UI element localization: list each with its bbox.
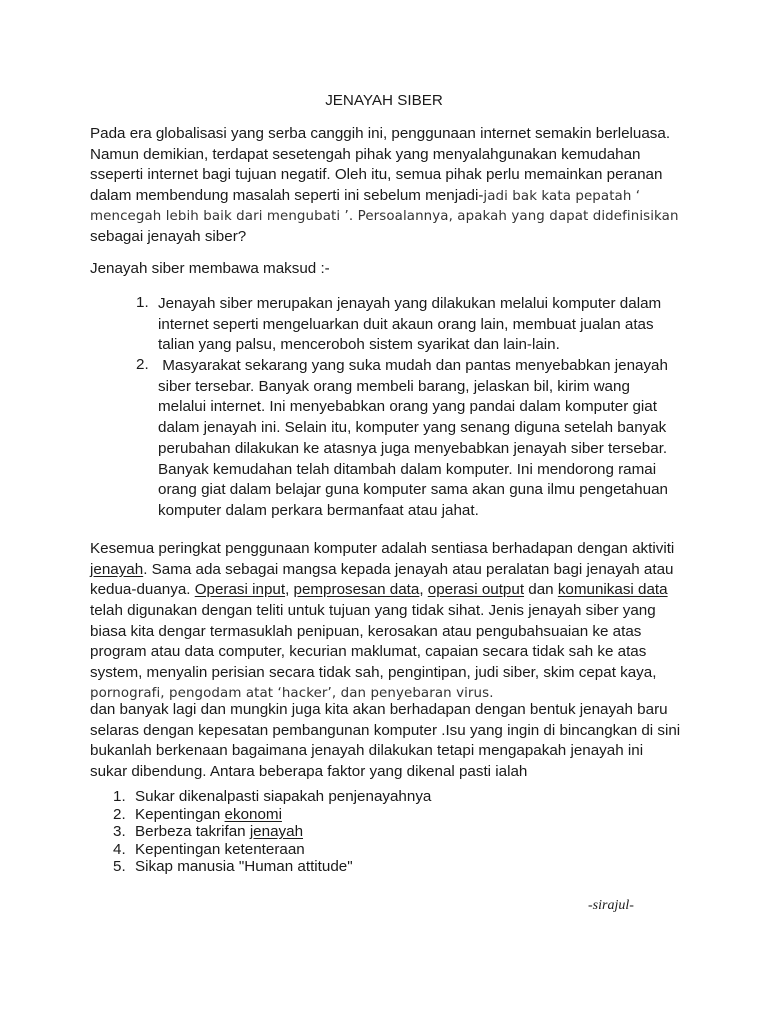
text-line: sebagai jenayah siber?	[90, 228, 247, 246]
intro-paragraph	[90, 124, 690, 248]
text-segment: . Sama ada sebagai mangsa kepada jenayah atau peralatan bagi jenayah atau	[143, 560, 674, 578]
text-line: program atau data computer, kecurian maklumat, capaian secara tidak sah ke atas	[90, 643, 647, 661]
text-line	[135, 823, 535, 841]
text-line: Kesemua peringkat penggunaan komputer adalah sentiasa berhadapan dengan aktiviti	[90, 540, 675, 557]
list-item	[113, 788, 535, 806]
factors-list	[113, 788, 535, 876]
definition-heading	[90, 259, 690, 280]
text-segment: kedua-duanya.	[90, 581, 195, 599]
text-line	[90, 560, 690, 581]
text-line: orang giat dalam belajar guna komputer sama akan guna ilmu pengetahuan	[158, 481, 668, 499]
text-line: telah digunakan dengan teliti untuk tujuan yang tidak sihat. Jenis jenayah siber yang	[90, 602, 656, 620]
underlined-term-link[interactable]: jenayah	[90, 560, 144, 578]
underlined-term-link[interactable]: pemprosesan data	[293, 581, 420, 599]
list-item	[136, 356, 678, 522]
text-line: biasa kita dengar termasuklah penipuan, kerosakan atau pengubahsuaian ke atas	[90, 622, 642, 640]
text-line-alt-font: pornografi, pengodam atat ‘hacker’, dan penyebaran virus.	[90, 685, 494, 701]
text-line: sseperti internet bagi tujuan negatif. Oleh itu, semua pihak perlu memainkan peranan	[90, 166, 663, 184]
text-line	[90, 580, 690, 601]
text-line: Jenayah siber merupakan jenayah yang dilakukan melalui komputer dalam	[158, 295, 662, 312]
text-segment: Kepentingan ketenteraan	[135, 840, 305, 858]
list-number: 1.	[136, 294, 149, 311]
text-line	[135, 806, 535, 824]
text-segment-alt-font: jadi bak kata pepatah ‘	[483, 189, 641, 205]
activities-paragraph	[90, 539, 690, 705]
text-line	[135, 858, 535, 876]
text-segment: dalam membendung masalah seperti ini sebelum menjadi-	[90, 187, 484, 205]
text-line: perubahan dilakukan ke atasnya juga menyebabkan jenayah siber tersebar.	[158, 439, 668, 457]
underlined-term-link[interactable]: jenayah	[249, 823, 304, 840]
text-line	[135, 841, 535, 859]
text-line: Namun demikian, terdapat sesetengah pihak yang menyalahgunakan kemudahan	[90, 145, 641, 163]
text-line-alt-font: mencegah lebih baik dari mengubati ’. Persoalannya, apakah yang dapat didefinisikan	[90, 208, 679, 224]
document-title: JENAYAH SIBER	[325, 92, 443, 109]
list-number: 4.	[113, 840, 126, 858]
list-number: 2.	[113, 805, 126, 823]
text-line	[90, 186, 690, 207]
text-segment: ,	[419, 581, 428, 599]
text-line: system, menyalin perisian secara tidak sah, pengintipan, judi siber, skim cepat kaya,	[90, 664, 657, 682]
text-segment: Sukar dikenalpasti siapakah penjenayahnya	[135, 788, 432, 805]
list-item	[136, 294, 678, 356]
author-signature: -sirajul-	[588, 898, 634, 913]
list-number: 3.	[113, 823, 126, 840]
list-item	[113, 840, 535, 859]
text-segment: dan	[524, 581, 558, 599]
text-segment: Berbeza takrifan	[135, 823, 250, 840]
factors-paragraph	[90, 700, 690, 783]
text-segment: Sikap manusia "Human attitude"	[135, 858, 353, 875]
underlined-term-link[interactable]: operasi output	[427, 581, 525, 599]
underlined-term-link[interactable]: Operasi input	[194, 581, 286, 599]
text-line: dan banyak lagi dan mungkin juga kita akan berhadapan dengan bentuk jenayah baru	[90, 701, 668, 718]
list-item	[113, 823, 535, 841]
text-segment: ,	[285, 581, 294, 599]
text-line: melalui internet. Ini menyebabkan orang yang pandai dalam komputer giat	[158, 398, 657, 416]
text-line: selaras dengan kepesatan pembangunan komputer .Isu yang ingin di bincangkan di sini	[90, 721, 681, 739]
text-line: internet seperti mengeluarkan duit akaun orang lain, membuat jualan atas	[158, 315, 654, 333]
text-line: siber tersebar. Banyak orang membeli barang, jelaskan bil, kirim wang	[158, 377, 630, 395]
list-number: 2.	[136, 356, 149, 374]
underlined-term-link[interactable]: komunikasi data	[557, 581, 668, 599]
text-line: komputer dalam perkara bermanfaat atau jahat.	[158, 501, 479, 519]
list-item	[113, 858, 535, 876]
text-line: Jenayah siber membawa maksud :-	[90, 260, 330, 277]
list-item	[113, 805, 535, 824]
text-line: Pada era globalisasi yang serba canggih ini, penggunaan internet semakin berleluasa.	[90, 125, 671, 142]
list-number: 1.	[113, 788, 126, 805]
text-line: dalam jenayah ini. Selain itu, komputer yang senang diguna setelah banyak	[158, 419, 667, 437]
text-line: sukar dibendung. Antara beberapa faktor yang dikenal pasti ialah	[90, 763, 528, 781]
text-line: Masyarakat sekarang yang suka mudah dan pantas menyebabkan jenayah	[158, 357, 668, 375]
text-line: Banyak kemudahan telah ditambah dalam komputer. Ini mendorong ramai	[158, 460, 657, 478]
underlined-term-link[interactable]: ekonomi	[224, 805, 282, 823]
definition-list	[136, 294, 678, 522]
text-segment: Kepentingan	[135, 805, 225, 823]
list-number: 5.	[113, 858, 126, 875]
text-line: bukanlah berkenaan bagaimana jenayah dilakukan tetapi mengapakah jenayah ini	[90, 742, 644, 760]
text-line	[135, 788, 535, 806]
text-line: talian yang palsu, menceroboh sistem syarikat dan lain-lain.	[158, 336, 560, 354]
